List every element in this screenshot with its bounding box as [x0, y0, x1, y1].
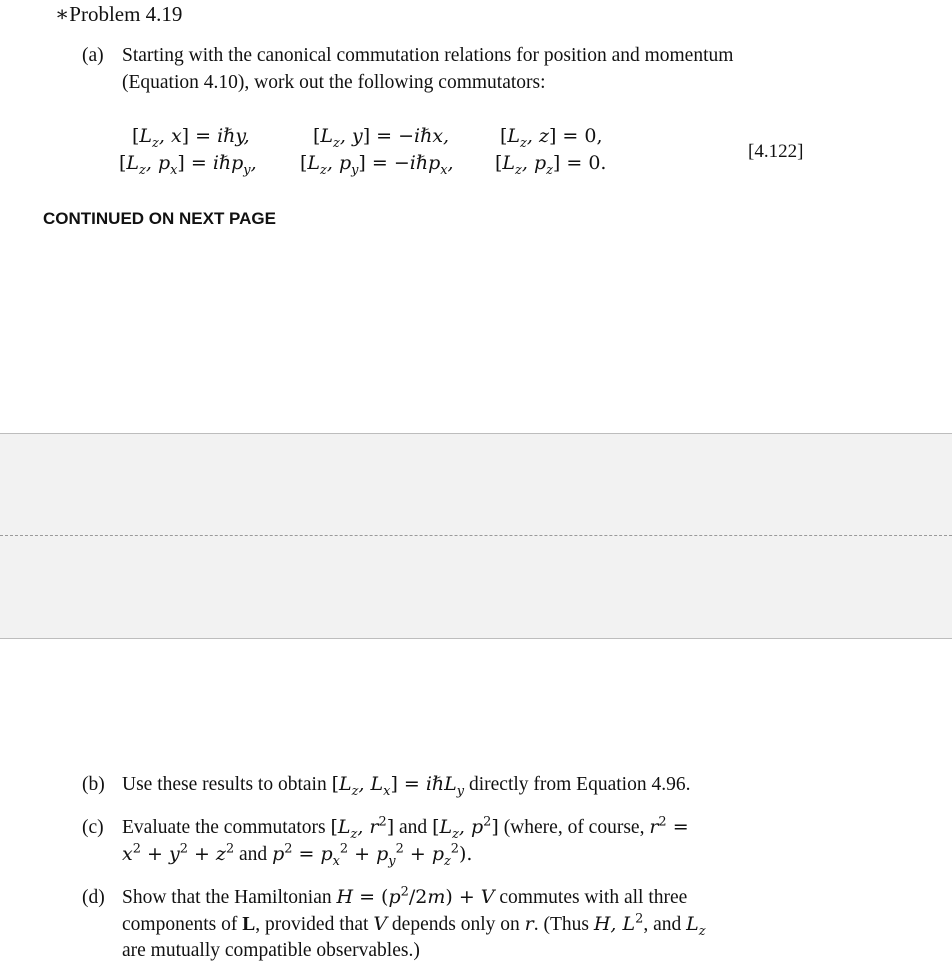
part-c-r2-def: $x^2 + y^2 + z^2$ [122, 841, 235, 865]
part-b-text [82, 771, 690, 798]
part-d-text5: depends only on [391, 914, 520, 935]
eq-lz-x: [$L_z$, x] = iℏy, [132, 125, 250, 151]
part-c-and: and [399, 817, 428, 838]
part-a-label: (a) [82, 45, 104, 66]
part-a-text [82, 42, 733, 69]
part-b-text-after: directly from Equation 4.96. [468, 774, 691, 795]
part-c-r2-eq: $r^2$ = [649, 814, 689, 838]
problem-title: ∗Problem 4.19 [55, 2, 183, 26]
part-c-label: (c) [82, 817, 104, 838]
eq-lz-y: [$L_z$, y] = −iℏx, [313, 125, 450, 151]
part-d-r: r [524, 913, 534, 935]
part-d-text2: commutes with all three [499, 887, 688, 908]
part-d-v: V [373, 913, 388, 935]
part-b-label: (b) [82, 774, 105, 795]
part-d-line3: are mutually compatible observables.) [122, 940, 420, 961]
part-b-text-before: Use these results to obtain [122, 774, 327, 795]
part-d-label: (d) [82, 887, 105, 908]
part-d-text1: Show that the Hamiltonian [122, 887, 332, 908]
part-d-h-l2: H, $L^2$ [593, 911, 644, 935]
answer-space-band [0, 433, 952, 639]
part-d-text4: , provided that [255, 914, 369, 935]
dashed-divider [0, 535, 952, 536]
part-a-line1: Starting with the canonical commutation relations for position and momentum [122, 45, 734, 66]
part-d-text3: components of [122, 914, 238, 935]
part-c-line1 [82, 814, 689, 841]
eq-lz-px: [$L_z$, $p_x$] = iℏp$_y$, [119, 152, 257, 178]
continued-note: CONTINUED ON NEXT PAGE [43, 209, 276, 228]
part-d-text6: . (Thus [533, 914, 589, 935]
part-c-text1: Evaluate the commutators [122, 817, 326, 838]
part-c-p2-def: $p^2 = p_x^2 + p_y^2 + p_z^2$). [272, 841, 473, 869]
part-d-line1 [82, 884, 687, 911]
eq-lz-pz: [$L_z$, $p_z] = 0$. [495, 152, 607, 178]
equation-number: [4.122] [748, 141, 804, 162]
part-d-lz: $L_z$ [686, 913, 706, 939]
part-d-hamiltonian: $H = (p^2/2m) + V$ [336, 884, 495, 908]
part-c-where: (where, of course, [503, 817, 645, 838]
part-c-comm-r2: [$L_z$, $r^2$] [330, 814, 395, 842]
part-c-line2 [122, 841, 472, 868]
part-c-comm-p2: [$L_z$, $p^2$] [432, 814, 499, 842]
eq-lz-py: [$L_z$, $p_y$] = −iℏp$_x$, [300, 152, 454, 178]
part-c-and2: and [239, 844, 268, 865]
eq-lz-z: [$L_z$, z] = 0, [500, 125, 603, 151]
part-d-line2: components of L, provided that V depends only on r. (Thus H, $L^2$, and $L_z$ [122, 911, 706, 939]
part-b-commutator: [$L_z$, $L_x$] = iℏL$_y$ [331, 773, 465, 799]
part-a-line2: (Equation 4.10), work out the following commutators: [122, 72, 546, 93]
part-d-text7: , and [643, 914, 682, 935]
